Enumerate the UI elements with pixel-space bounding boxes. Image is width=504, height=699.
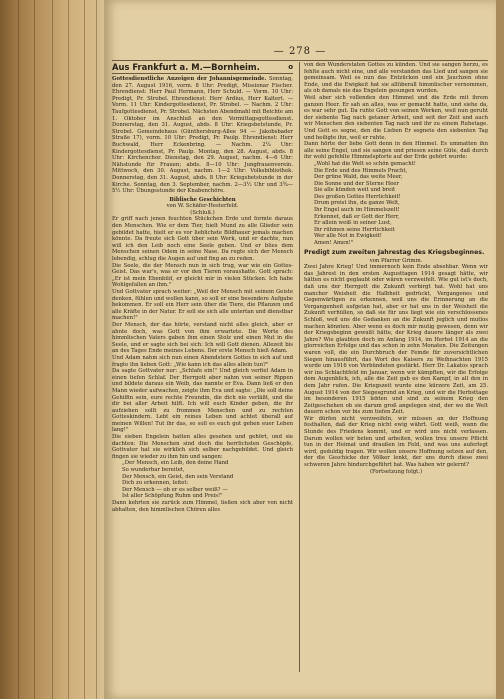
poem-line: Der Mensch — ob er es selber weiß? — bbox=[122, 486, 228, 493]
story-paragraph: Da sagte Gottvater nur: „Schlafe ein!" Und gleich verfiel Adam in einen tiefen Schlaf. Der Herrgott aber nahm von seiner Rippen und bildete daraus ein Weib, das nannte er Eva. Dann ließ er den Mann wieder aufwachen, zeigte ihm Eva und sagte: „Die soll deine Gehilfin sein, eure rechte Freundin, die dich nie verläßt, und die dir bei aller Arbeit hilft. Ich will euch Kinder geben, die ihr aufziehen sollt zu frommen Menschen und zu rechten Gotteskindern. Lebt ein reines Leben und achtet überall auf meinen Willen! Tut ihr das, so soll es euch gut gehen euer Leben lang!" bbox=[112, 368, 293, 434]
poem-line: Ist aller Schöpfung Ruhm und Preis!" bbox=[122, 493, 223, 500]
left-heading bbox=[112, 62, 293, 74]
sermon-paragraph: Wir dürfen nicht verzweifeln, wir müssen an der Hoffnung festhalten, daß der Krieg nicht ewig währt. Gott weiß, wann die Stunde des Friedens kommt, und er wird uns nicht verlassen. Darum wollen wir beten und arbeiten, wollen treu unsere Pflicht tun in der Heimat und draußen im Feld, und was uns auferlegt wird, geduldig tragen. Wir wollen unsere Hoffnung setzen auf den, der die Geschicke der Völker lenkt, der uns durch diese zwei schweren Jahre hindurchgeführt hat. Was haben wir gelernt? bbox=[304, 415, 488, 469]
story-byline: von W. Schäfer-Hesterfeld. bbox=[166, 203, 239, 210]
page-number: — 278 — bbox=[273, 46, 327, 57]
story-paragraph: Die sieben Engelein hatten alles gesehen und gehört, und sie dachten: Die Menschen sind doch die herrlichsten Geschöpfe, Gottvater hat sie wirklich sich selber nachgebildet. Und gleich fingen sie wieder zu ihm hin und sangen: bbox=[112, 434, 293, 460]
sermon-title: Predigt zum zweiten Jahrestag des Kriegsbeginnes. bbox=[304, 248, 485, 256]
notices-title: Gottesdienstliche Anzeigen der Johannisgemeinde. bbox=[112, 76, 267, 82]
newspaper-page bbox=[104, 0, 496, 699]
hymn-line: Die Erde und des Himmels Pracht, bbox=[314, 167, 408, 174]
sermon-paragraph: Zwei Jahre Krieg! Und immernoch kein Ende absehbar. Wenn wir das Jahrest in den ersten Augusttagen 1914 gesagt hätte, wir hätten es nicht geglaubt oder wären verzweifelt. Wie gut ist's doch, daß uns der Herrgott die Zukunft verbirgt hat. Wohl hat uns mancher Weisheit die Halbheit gedrückt, Vergangenes und Gegenwärtigen zu erkennen, weil uns die Erinnerung an die Vergangenheit aufgetan hat, aber er hat uns in der Weisheit die Zukunft verhüllen, so daß sie für uns liegt wie ein verschlossenes Schloß, weil uns die Gedanken an die Zukunft jeglich und mutlos machen könnten. Aber wenn es doch mir mutig gewesen, denn wir der Kriegsbeginn gewußt hätte, der Krieg dauere länger als zwei Jahre? Wie glaubten doch im Anfang 1914, im Herbst 1914 an die glorreichen Erfolge und das schon in zehn Monaten. Die Zeitungen waren voll, die ein Durchbruch der Feinde für zuversichtlichen Siegen hinausführt, das Wort des Kaisers zu Weihnachten 1915 wurde um 1916 von Verbündeten gestärkt. Herr Dr. Lakatos sprach wir ins Schlachtfeld im Januar, wenn wir kämpften, wir die Erfolge dem Augenblick, ich, alle die Zeit gab es den Kampf, in all den in dem Jahr rufen. Die Kriegszeit wurde eine kürzere Zeit, am 25. August 1914 von der Siegesgrund an Krieg, und wir die Herbsttage im besonderen 1915 lebten und sind zu seinem Krieg den Zeitgeschehen ob sie darum groß angelegen sind, der wo die Welt dauern schon vor bis zum tiefen Zeit. bbox=[304, 264, 488, 416]
story-title: Biblische Geschichten bbox=[169, 196, 236, 203]
page-edge bbox=[496, 0, 504, 699]
story-sub: (Schluß.) bbox=[190, 209, 215, 216]
hymn bbox=[304, 161, 488, 247]
hymn-line: Wer alle Not in Ewigkeit! bbox=[314, 233, 382, 240]
hymn-line: Ihr rühmen seine Herrlichkeit bbox=[314, 226, 395, 233]
right-column bbox=[304, 62, 488, 674]
story-paragraph: von den Wunderstaten Gottes zu künden. Und sie sangen herzu, es fehlte auch nicht eine, und alle verstanden das Lied und sangen sie gemeinsam. Weil es nun das Entzücken und ein Jauchzen ohne Ende, und die Ewigkeit hat sie allüberall himmlischer vernommen, als ob damals nie das Engelein gesungen wurden. bbox=[304, 62, 488, 95]
hymn-line: „Wohl hat die Welt so schön gemacht! bbox=[314, 160, 416, 167]
hymn-line: Drum preist ihn, du ganze Welt, bbox=[314, 200, 400, 207]
story-paragraph: Weil aber sich vollenden den Himmel und die Erde mit ihrem ganzen Heer. Er sah an alles, was er gemacht hatte, und siehe da, es war sehr gut. Da ruhte Gott von seinen Werken, weil nun geruht der siebente Tag nach getaner Arbeit, und seit der Zeit und auch wir Menschen den siebenten Tag nach und ihr zu einem Ruhetage. Und Gott es segne, den die Lieben Er segnete den siebenten Tag und heiligte ihn, weil er ruhte. bbox=[304, 94, 488, 141]
hymn-line: Sie alle künden weit und breit bbox=[314, 187, 396, 194]
heading-text: Aus Frankfurt a. M.—Bornheim. bbox=[112, 62, 260, 72]
story-paragraph: Die Seele, die der Mensch nun in sich trug, war wie ein Gottes-Geist. Das war's, was er vor den Tieren voraushatte. Gott sprach: „Er ist mein Ebenbild, er gleicht mir in vielen Stücken. Ich habe Wohlgefallen an ihm." bbox=[112, 262, 293, 289]
story-paragraph: Und Adam nahm sich nun einen Abendstern Gottes in sich auf und fragte ihn lieben Gott: „Wie kann ich das alles allein tun?" bbox=[112, 354, 293, 368]
story-paragraph: Dann hörte der liebe Gott denn in den Himmel. Es ummatten ihn alle seine Engel, und sie sangen und priesen seine Güte, daß durch ihr wohl gefehlte Himmelspforte auf der Erde gehört wurde: bbox=[304, 141, 488, 161]
notices-block bbox=[112, 76, 293, 195]
poem bbox=[112, 460, 293, 500]
poem-line: Dich zu erkennen, leitet: bbox=[122, 480, 189, 487]
hymn-line: Amen! Amen!" bbox=[314, 240, 354, 247]
hymn-line: Er allein weiß in seiner Lust, bbox=[314, 220, 392, 227]
notices-text: Sonntag, den 27. August 1916, vorm. 8 Uhr: Predigt, Missionar Fischer. Ehrendienst: Herr Paul Hermann, Herr Schuld. — Vorm. 10 Uhr: Predigt, Pr. Strobel. Ehrendienst: Herr Ardius, Herr Kaltert. — Vorm. 11 Uhr: Kindergottesdienst, Pr. Strobel. — Nachm. 2 Uhr: Taufgottesdienst, Pr. Strobel. Nächsten Abendmahl mit Beichte am 1. Oktober im Anschluß an den Vormittagsgottesdienst. Donnerstag, den 31. August, abds. 8 Uhr: Kriegsbetstunde, Pr. Strobel. Gemeindehaus (Günthersburg-Allee 94 — Jakobsbader Straße 17), vorm. 10 Uhr: Predigt, Pr. Paulp. Ehrendienst: Herr Buchwald, Herr Eckenbring. — Nachm. 2¼ Uhr: Kindergottesdienst, Pr. Paulp. Montag, den 28. August, abds. 8 Uhr: Kirchenchor. Dienstag, den 29. August, nachm. 4—6 Uhr: Nähstunde für Frauen; abds. 8—10 Uhr: Jungfrauenverein. Mittwoch, den 30. August, nachm. 1—2 Uhr: Volksbibliothek. Donnerstag, den 31. August, abds. 8 Uhr: Kriegsbetstunde in der Kirche. Sonntag, den 3. September, nachm. 2—3½ Uhr und 3¾—5½ Uhr: Übungsstunde der Knabenchöre. bbox=[112, 76, 293, 195]
sermon-byline: von Pfarrer Grimm. bbox=[369, 257, 423, 264]
poem-line: „Der Mensch, ein Leib, den deine Hand bbox=[122, 460, 229, 467]
top-rule bbox=[112, 60, 488, 61]
story-paragraph: Dann kehrten sie zurück zum Himmel, ließen sich aber von nicht abhalten, den himmlischen Chören alles bbox=[112, 500, 293, 513]
hymn-line: Des großen Gottes Herrlichkeit! bbox=[314, 193, 401, 200]
book-binding bbox=[0, 0, 104, 699]
story-paragraph: Und Gottvater sprach weiter: „Weil der Mensch mit seinem Geiste denken, fühlen und wollen kann, so soll er eine besondere Aufgabe bekommen. Er soll ein Herr sein über die Tiere, die Pflanzen und alle Kräfte in der Natur. Er soll sie sich alle untertan und dienstbar machen!" bbox=[112, 289, 293, 322]
left-column bbox=[112, 62, 293, 674]
continued-note: (Fortsetzung folgt.) bbox=[369, 468, 423, 475]
story-paragraph: Er griff nach jenen feuchten Stückchen Erde und formte daraus den Menschen. Wie er dem Tier, hielt Mund zu alle Glieder sein gebildet hatte, hielt er es vor lieblichste Bildhauer jemals machen könnte. Da freute sich Gott über sein Werk, und er dachte, nun will ich den Leib noch eine Seele geben. Und er blies dem Menschen seinen Odem in seine Nase. Da regte sich der Mensch lebendig, schlug die Augen auf und fing an zu reden. bbox=[112, 216, 293, 263]
heading-mark: o bbox=[288, 63, 293, 71]
column-divider bbox=[299, 62, 300, 672]
hymn-line: Der grüne Wald, das weite Meer, bbox=[314, 174, 403, 181]
hymn-line: Ihr Engel auch im Himmelszelt! bbox=[314, 207, 400, 214]
hymn-line: Erkennet, daß er Gott der Herr, bbox=[314, 213, 400, 220]
hymn-line: Die Sonne und der Sterne Heer bbox=[314, 180, 399, 187]
story-paragraph: Der Mensch, der das hörte, verstand nicht alles gleich, aber er ahnte doch, was Gott von ihm erwartete. Die Worte des himmlischen Vaters gaben ihm einen Stolz und einen Mut in die Seele, und er sagte sich bei sich: Ich will Gott dienen. Allezeit bis an des Tages Ende meines Lebens. Der erste Mensch hieß Adam. bbox=[112, 321, 293, 355]
poem-line: So wunderbar bereitet, bbox=[122, 467, 185, 474]
poem-line: Der Mensch, ein Geist, den sein Verstand bbox=[122, 473, 234, 480]
